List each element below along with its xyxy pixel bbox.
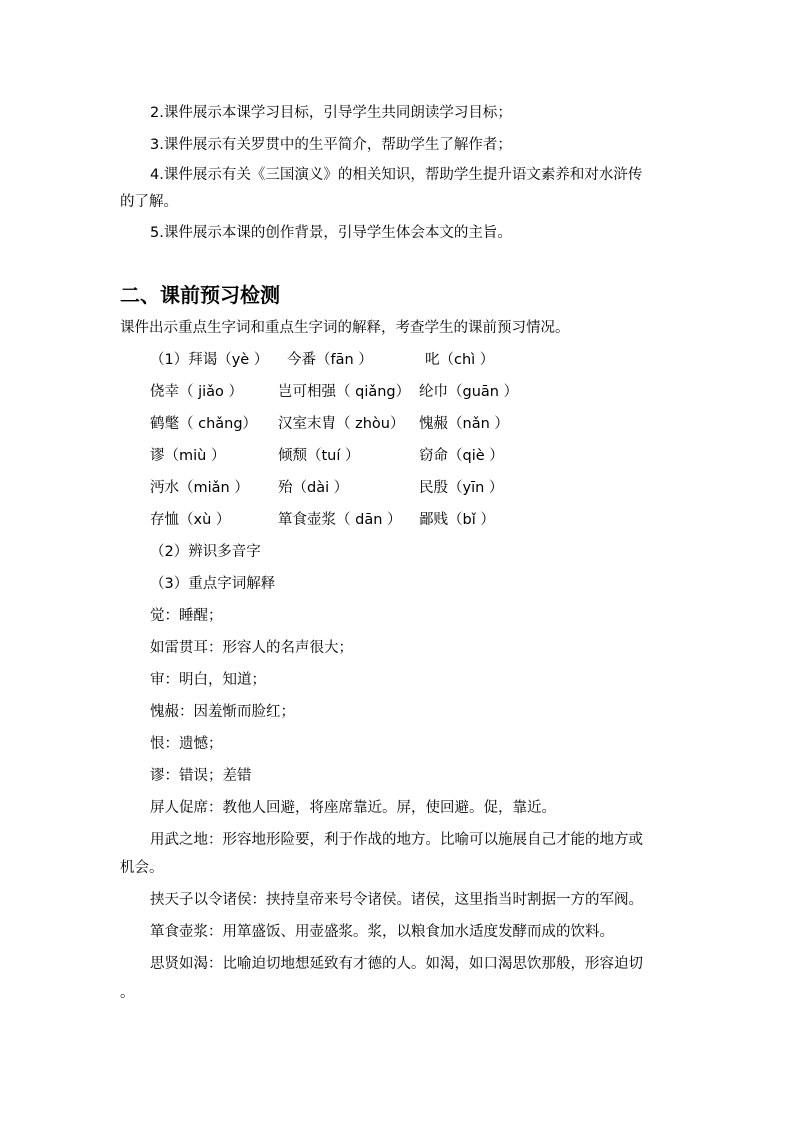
section-description: 课件出示重点生字词和重点生字词的解释，考查学生的课前预习情况。: [120, 320, 570, 336]
vocab-cell: 愧赧（nǎn ）: [419, 416, 509, 432]
definition-item: 愧赧：因羞惭而脸红；: [150, 704, 295, 720]
vocab-cell: （1）拜谒（yè ）: [150, 352, 269, 368]
vocab-cell: 叱（chì ）: [425, 352, 495, 368]
definition-item: 觉：睡醒；: [150, 608, 223, 624]
vocab-cell: 今番（fān ）: [287, 352, 373, 368]
definition-item: 屏人促席：教他人回避，将座席靠近。屏，使回避。促，靠近。: [150, 800, 556, 816]
intro-item-4-cont: 的了解。: [120, 194, 178, 210]
definition-item: 恨：遗憾；: [150, 736, 223, 752]
intro-item-5: 5.课件展示本课的创作背景，引导学生体会本文的主旨。: [150, 225, 512, 241]
definition-item: 审：明白，知道；: [150, 672, 266, 688]
definition-item: 谬：错误；差错: [150, 768, 252, 784]
vocab-cell: 存恤（xù ）: [150, 512, 231, 528]
definition-item: 箪食壶浆：用箪盛饭、用壶盛浆。浆，以粮食加水适度发酵而成的饮料。: [150, 924, 614, 940]
subheading-definitions: （3）重点字词解释: [150, 576, 276, 592]
vocab-cell: 殆（dài ）: [278, 480, 349, 496]
vocab-cell: 民殷（yīn ）: [419, 480, 504, 496]
vocab-cell: 汉室末胄（ zhòu）: [278, 416, 405, 432]
vocab-cell: 侥幸（ jiǎo ）: [150, 384, 244, 400]
definition-item: 思贤如渴：比喻迫切地想延致有才德的人。如渴，如口渴思饮那般，形容迫切: [150, 956, 643, 972]
definition-item: 如雷贯耳：形容人的名声很大；: [150, 640, 353, 656]
definition-item: 挟天子以令诸侯：挟持皇帝来号令诸侯。诸侯，这里指当时割据一方的军阀。: [150, 892, 643, 908]
definition-item-cont: 机会。: [120, 860, 164, 876]
vocab-cell: 纶巾（guān ）: [419, 384, 519, 400]
intro-item-4: 4.课件展示有关《三国演义》的相关知识，帮助学生提升语文素养和对水浒传: [150, 167, 643, 183]
vocab-cell: 倾颓（tuí ）: [278, 448, 360, 464]
vocab-cell: 岂可相强（ qiǎng）: [278, 384, 411, 400]
definition-item: 用武之地：形容地形险要，利于作战的地方。比喻可以施展自己才能的地方或: [150, 832, 643, 848]
intro-item-3: 3.课件展示有关罗贯中的生平简介，帮助学生了解作者；: [150, 137, 512, 153]
intro-item-2: 2.课件展示本课学习目标，引导学生共同朗读学习目标；: [150, 105, 512, 121]
definition-item-cont: 。: [120, 985, 135, 1001]
vocab-cell: 鄙贱（bǐ ）: [419, 512, 495, 528]
section-heading: 二、课前预习检测: [120, 283, 280, 307]
vocab-cell: 鹤氅（ chǎng）: [150, 416, 258, 432]
vocab-cell: 谬（miù ）: [150, 448, 226, 464]
vocab-cell: 沔水（miǎn ）: [150, 480, 249, 496]
subheading-polyphones: （2）辨识多音字: [150, 544, 261, 560]
vocab-cell: 窃命（qiè ）: [419, 448, 504, 464]
vocab-cell: 箪食壶浆（ dān ）: [278, 512, 402, 528]
